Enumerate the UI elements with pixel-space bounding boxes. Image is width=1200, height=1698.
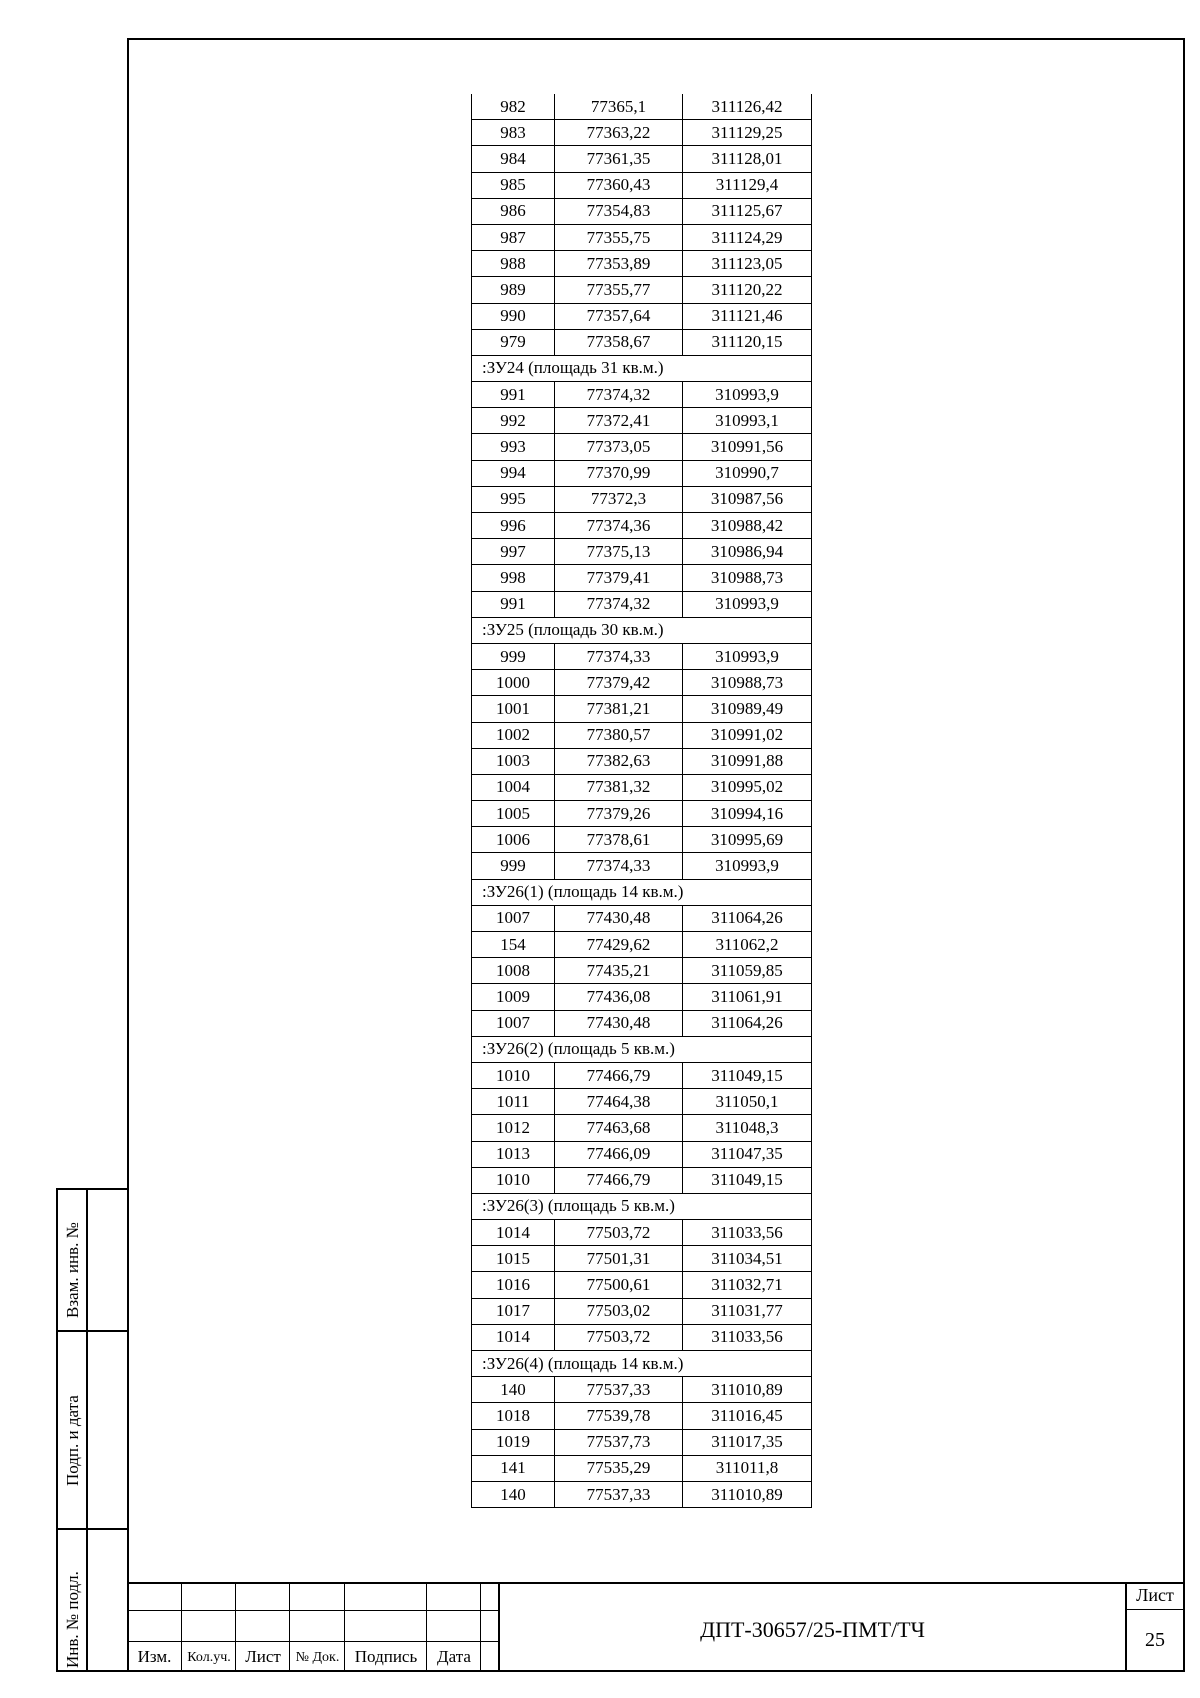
y-coordinate: 310994,16 <box>683 801 812 827</box>
y-coordinate: 311124,29 <box>683 224 812 250</box>
y-coordinate: 310988,73 <box>683 670 812 696</box>
vzam-label: Взам. инв. № <box>63 1222 82 1318</box>
x-coordinate: 77503,02 <box>555 1298 683 1324</box>
stamp-column-label: Изм. <box>137 1647 172 1666</box>
point-number: 995 <box>472 486 555 512</box>
point-number: 984 <box>472 146 555 172</box>
table-row <box>472 827 812 853</box>
y-coordinate: 311125,67 <box>683 198 812 224</box>
section-header: :ЗУ25 (площадь 30 кв.м.) <box>472 617 812 643</box>
y-coordinate: 311048,3 <box>683 1115 812 1141</box>
y-coordinate: 310991,88 <box>683 748 812 774</box>
section-header-row <box>472 355 812 381</box>
y-coordinate: 310995,69 <box>683 827 812 853</box>
y-coordinate: 311120,15 <box>683 329 812 355</box>
x-coordinate: 77374,36 <box>555 513 683 539</box>
point-number: 1005 <box>472 801 555 827</box>
stamp-column-label: Кол.уч. <box>187 1650 231 1665</box>
x-coordinate: 77503,72 <box>555 1324 683 1350</box>
y-coordinate: 311010,89 <box>683 1481 812 1507</box>
point-number: 991 <box>472 591 555 617</box>
point-number: 1014 <box>472 1324 555 1350</box>
x-coordinate: 77436,08 <box>555 984 683 1010</box>
table-row <box>472 591 812 617</box>
y-coordinate: 310993,9 <box>683 853 812 879</box>
x-coordinate: 77379,42 <box>555 670 683 696</box>
point-number: 140 <box>472 1481 555 1507</box>
x-coordinate: 77537,33 <box>555 1481 683 1507</box>
table-row <box>472 932 812 958</box>
stamp-cell <box>236 1582 290 1611</box>
stamp-cell <box>182 1582 236 1611</box>
table-row <box>472 1298 812 1324</box>
y-coordinate: 310993,1 <box>683 408 812 434</box>
table-row <box>472 1455 812 1481</box>
x-coordinate: 77500,61 <box>555 1272 683 1298</box>
x-coordinate: 77435,21 <box>555 958 683 984</box>
table-row <box>472 1429 812 1455</box>
document-code: ДПТ-30657/25-ПМТ/ТЧ <box>700 1617 925 1642</box>
y-coordinate: 311017,35 <box>683 1429 812 1455</box>
y-coordinate: 311059,85 <box>683 958 812 984</box>
x-coordinate: 77379,26 <box>555 801 683 827</box>
table-row <box>472 1272 812 1298</box>
section-header-row <box>472 1351 812 1377</box>
stamp-column-label: Дата <box>437 1647 471 1666</box>
y-coordinate: 311123,05 <box>683 251 812 277</box>
y-coordinate: 310991,56 <box>683 434 812 460</box>
point-number: 154 <box>472 932 555 958</box>
section-header: :ЗУ26(2) (площадь 5 кв.м.) <box>472 1036 812 1062</box>
x-coordinate: 77374,32 <box>555 591 683 617</box>
stamp-cell <box>182 1611 236 1642</box>
x-coordinate: 77374,32 <box>555 382 683 408</box>
stamp-column-label: Лист <box>245 1647 281 1666</box>
y-coordinate: 310987,56 <box>683 486 812 512</box>
point-number: 1019 <box>472 1429 555 1455</box>
y-coordinate: 311121,46 <box>683 303 812 329</box>
point-number: 999 <box>472 643 555 669</box>
point-number: 1013 <box>472 1141 555 1167</box>
x-coordinate: 77360,43 <box>555 172 683 198</box>
stamp-cell <box>127 1582 182 1611</box>
y-coordinate: 310990,7 <box>683 460 812 486</box>
point-number: 1014 <box>472 1220 555 1246</box>
table-row <box>472 1220 812 1246</box>
table-row <box>472 408 812 434</box>
y-coordinate: 311016,45 <box>683 1403 812 1429</box>
point-number: 1004 <box>472 774 555 800</box>
x-coordinate: 77537,33 <box>555 1377 683 1403</box>
point-number: 1000 <box>472 670 555 696</box>
x-coordinate: 77464,38 <box>555 1089 683 1115</box>
stamp-cell <box>290 1582 345 1611</box>
table-row <box>472 670 812 696</box>
stamp-cell <box>127 1611 182 1642</box>
x-coordinate: 77380,57 <box>555 722 683 748</box>
x-coordinate: 77382,63 <box>555 748 683 774</box>
x-coordinate: 77357,64 <box>555 303 683 329</box>
y-coordinate: 311010,89 <box>683 1377 812 1403</box>
y-coordinate: 311047,35 <box>683 1141 812 1167</box>
point-number: 1012 <box>472 1115 555 1141</box>
section-header: :ЗУ24 (площадь 31 кв.м.) <box>472 355 812 381</box>
stamp-cell <box>236 1611 290 1642</box>
stamp-cell <box>481 1582 500 1611</box>
x-coordinate: 77535,29 <box>555 1455 683 1481</box>
stamp-cell <box>427 1582 481 1611</box>
x-coordinate: 77372,41 <box>555 408 683 434</box>
table-row <box>472 905 812 931</box>
table-row <box>472 198 812 224</box>
sheet-number: 25 <box>1145 1629 1165 1651</box>
y-coordinate: 311064,26 <box>683 905 812 931</box>
point-number: 1006 <box>472 827 555 853</box>
table-row <box>472 1167 812 1193</box>
table-row <box>472 382 812 408</box>
point-number: 991 <box>472 382 555 408</box>
table-row <box>472 1481 812 1507</box>
point-number: 1010 <box>472 1167 555 1193</box>
point-number: 1007 <box>472 1010 555 1036</box>
point-number: 1010 <box>472 1062 555 1088</box>
point-number: 989 <box>472 277 555 303</box>
table-row <box>472 1403 812 1429</box>
x-coordinate: 77466,79 <box>555 1167 683 1193</box>
table-row <box>472 958 812 984</box>
table-row <box>472 146 812 172</box>
y-coordinate: 310993,9 <box>683 643 812 669</box>
y-coordinate: 311011,8 <box>683 1455 812 1481</box>
y-coordinate: 311032,71 <box>683 1272 812 1298</box>
y-coordinate: 310991,02 <box>683 722 812 748</box>
point-number: 992 <box>472 408 555 434</box>
x-coordinate: 77374,33 <box>555 643 683 669</box>
y-coordinate: 311129,4 <box>683 172 812 198</box>
y-coordinate: 310993,9 <box>683 591 812 617</box>
point-number: 982 <box>472 94 555 120</box>
table-row <box>472 1377 812 1403</box>
y-coordinate: 311126,42 <box>683 94 812 120</box>
stamp-cell <box>290 1611 345 1642</box>
point-number: 140 <box>472 1377 555 1403</box>
y-coordinate: 310988,73 <box>683 565 812 591</box>
section-header-row <box>472 1193 812 1219</box>
table-row <box>472 486 812 512</box>
y-coordinate: 310995,02 <box>683 774 812 800</box>
table-row <box>472 565 812 591</box>
x-coordinate: 77373,05 <box>555 434 683 460</box>
x-coordinate: 77537,73 <box>555 1429 683 1455</box>
section-header: :ЗУ26(4) (площадь 14 кв.м.) <box>472 1351 812 1377</box>
table-row <box>472 94 812 120</box>
section-header: :ЗУ26(1) (площадь 14 кв.м.) <box>472 879 812 905</box>
point-number: 997 <box>472 539 555 565</box>
section-header-row <box>472 1036 812 1062</box>
y-coordinate: 310989,49 <box>683 696 812 722</box>
table-row <box>472 722 812 748</box>
y-coordinate: 311061,91 <box>683 984 812 1010</box>
y-coordinate: 310986,94 <box>683 539 812 565</box>
point-number: 1011 <box>472 1089 555 1115</box>
table-row <box>472 1324 812 1350</box>
point-number: 1002 <box>472 722 555 748</box>
y-coordinate: 311128,01 <box>683 146 812 172</box>
inv-label: Инв. № подл. <box>63 1571 82 1668</box>
point-number: 1001 <box>472 696 555 722</box>
x-coordinate: 77463,68 <box>555 1115 683 1141</box>
point-number: 990 <box>472 303 555 329</box>
point-number: 996 <box>472 513 555 539</box>
x-coordinate: 77381,21 <box>555 696 683 722</box>
y-coordinate: 311049,15 <box>683 1167 812 1193</box>
x-coordinate: 77355,75 <box>555 224 683 250</box>
point-number: 1017 <box>472 1298 555 1324</box>
table-row <box>472 643 812 669</box>
x-coordinate: 77466,09 <box>555 1141 683 1167</box>
podp-label: Подп. и дата <box>63 1395 82 1486</box>
y-coordinate: 311129,25 <box>683 120 812 146</box>
x-coordinate: 77372,3 <box>555 486 683 512</box>
table-row <box>472 172 812 198</box>
y-coordinate: 310993,9 <box>683 382 812 408</box>
point-number: 998 <box>472 565 555 591</box>
y-coordinate: 311034,51 <box>683 1246 812 1272</box>
stamp-cell <box>345 1611 427 1642</box>
y-coordinate: 311062,2 <box>683 932 812 958</box>
stamp-cell <box>481 1611 500 1642</box>
x-coordinate: 77354,83 <box>555 198 683 224</box>
y-coordinate: 311033,56 <box>683 1220 812 1246</box>
section-header: :ЗУ26(3) (площадь 5 кв.м.) <box>472 1193 812 1219</box>
table-row <box>472 748 812 774</box>
table-row <box>472 984 812 1010</box>
point-number: 1016 <box>472 1272 555 1298</box>
x-coordinate: 77466,79 <box>555 1062 683 1088</box>
point-number: 1015 <box>472 1246 555 1272</box>
table-row <box>472 539 812 565</box>
x-coordinate: 77361,35 <box>555 146 683 172</box>
x-coordinate: 77363,22 <box>555 120 683 146</box>
point-number: 994 <box>472 460 555 486</box>
section-header-row <box>472 879 812 905</box>
table-row <box>472 1062 812 1088</box>
point-number: 999 <box>472 853 555 879</box>
table-row <box>472 303 812 329</box>
stamp-cell <box>345 1582 427 1611</box>
point-number: 985 <box>472 172 555 198</box>
sheet-label: Лист <box>1136 1585 1174 1605</box>
x-coordinate: 77430,48 <box>555 905 683 931</box>
point-number: 1008 <box>472 958 555 984</box>
point-number: 993 <box>472 434 555 460</box>
x-coordinate: 77378,61 <box>555 827 683 853</box>
point-number: 979 <box>472 329 555 355</box>
table-row <box>472 774 812 800</box>
x-coordinate: 77365,1 <box>555 94 683 120</box>
table-row <box>472 801 812 827</box>
point-number: 1003 <box>472 748 555 774</box>
table-row <box>472 1010 812 1036</box>
y-coordinate: 311049,15 <box>683 1062 812 1088</box>
x-coordinate: 77358,67 <box>555 329 683 355</box>
table-row <box>472 460 812 486</box>
point-number: 141 <box>472 1455 555 1481</box>
stamp-column-label: № Док. <box>295 1650 340 1665</box>
table-row <box>472 120 812 146</box>
y-coordinate: 311050,1 <box>683 1089 812 1115</box>
table-row <box>472 434 812 460</box>
table-row <box>472 1141 812 1167</box>
table-row <box>472 224 812 250</box>
coordinates-table <box>471 94 812 1508</box>
point-number: 988 <box>472 251 555 277</box>
x-coordinate: 77501,31 <box>555 1246 683 1272</box>
x-coordinate: 77353,89 <box>555 251 683 277</box>
x-coordinate: 77430,48 <box>555 1010 683 1036</box>
section-header-row <box>472 617 812 643</box>
table-row <box>472 1246 812 1272</box>
x-coordinate: 77355,77 <box>555 277 683 303</box>
point-number: 987 <box>472 224 555 250</box>
y-coordinate: 311033,56 <box>683 1324 812 1350</box>
table-row <box>472 696 812 722</box>
x-coordinate: 77429,62 <box>555 932 683 958</box>
x-coordinate: 77381,32 <box>555 774 683 800</box>
point-number: 986 <box>472 198 555 224</box>
x-coordinate: 77503,72 <box>555 1220 683 1246</box>
stamp-cell <box>481 1642 500 1672</box>
point-number: 1009 <box>472 984 555 1010</box>
table-row <box>472 853 812 879</box>
table-row <box>472 329 812 355</box>
point-number: 1018 <box>472 1403 555 1429</box>
x-coordinate: 77374,33 <box>555 853 683 879</box>
table-row <box>472 513 812 539</box>
y-coordinate: 310988,42 <box>683 513 812 539</box>
x-coordinate: 77370,99 <box>555 460 683 486</box>
stamp-cell <box>427 1611 481 1642</box>
y-coordinate: 311031,77 <box>683 1298 812 1324</box>
x-coordinate: 77539,78 <box>555 1403 683 1429</box>
x-coordinate: 77379,41 <box>555 565 683 591</box>
y-coordinate: 311120,22 <box>683 277 812 303</box>
table-row <box>472 1115 812 1141</box>
table-row <box>472 251 812 277</box>
y-coordinate: 311064,26 <box>683 1010 812 1036</box>
table-row <box>472 277 812 303</box>
point-number: 1007 <box>472 905 555 931</box>
point-number: 983 <box>472 120 555 146</box>
table-row <box>472 1089 812 1115</box>
stamp-column-label: Подпись <box>354 1647 418 1666</box>
x-coordinate: 77375,13 <box>555 539 683 565</box>
